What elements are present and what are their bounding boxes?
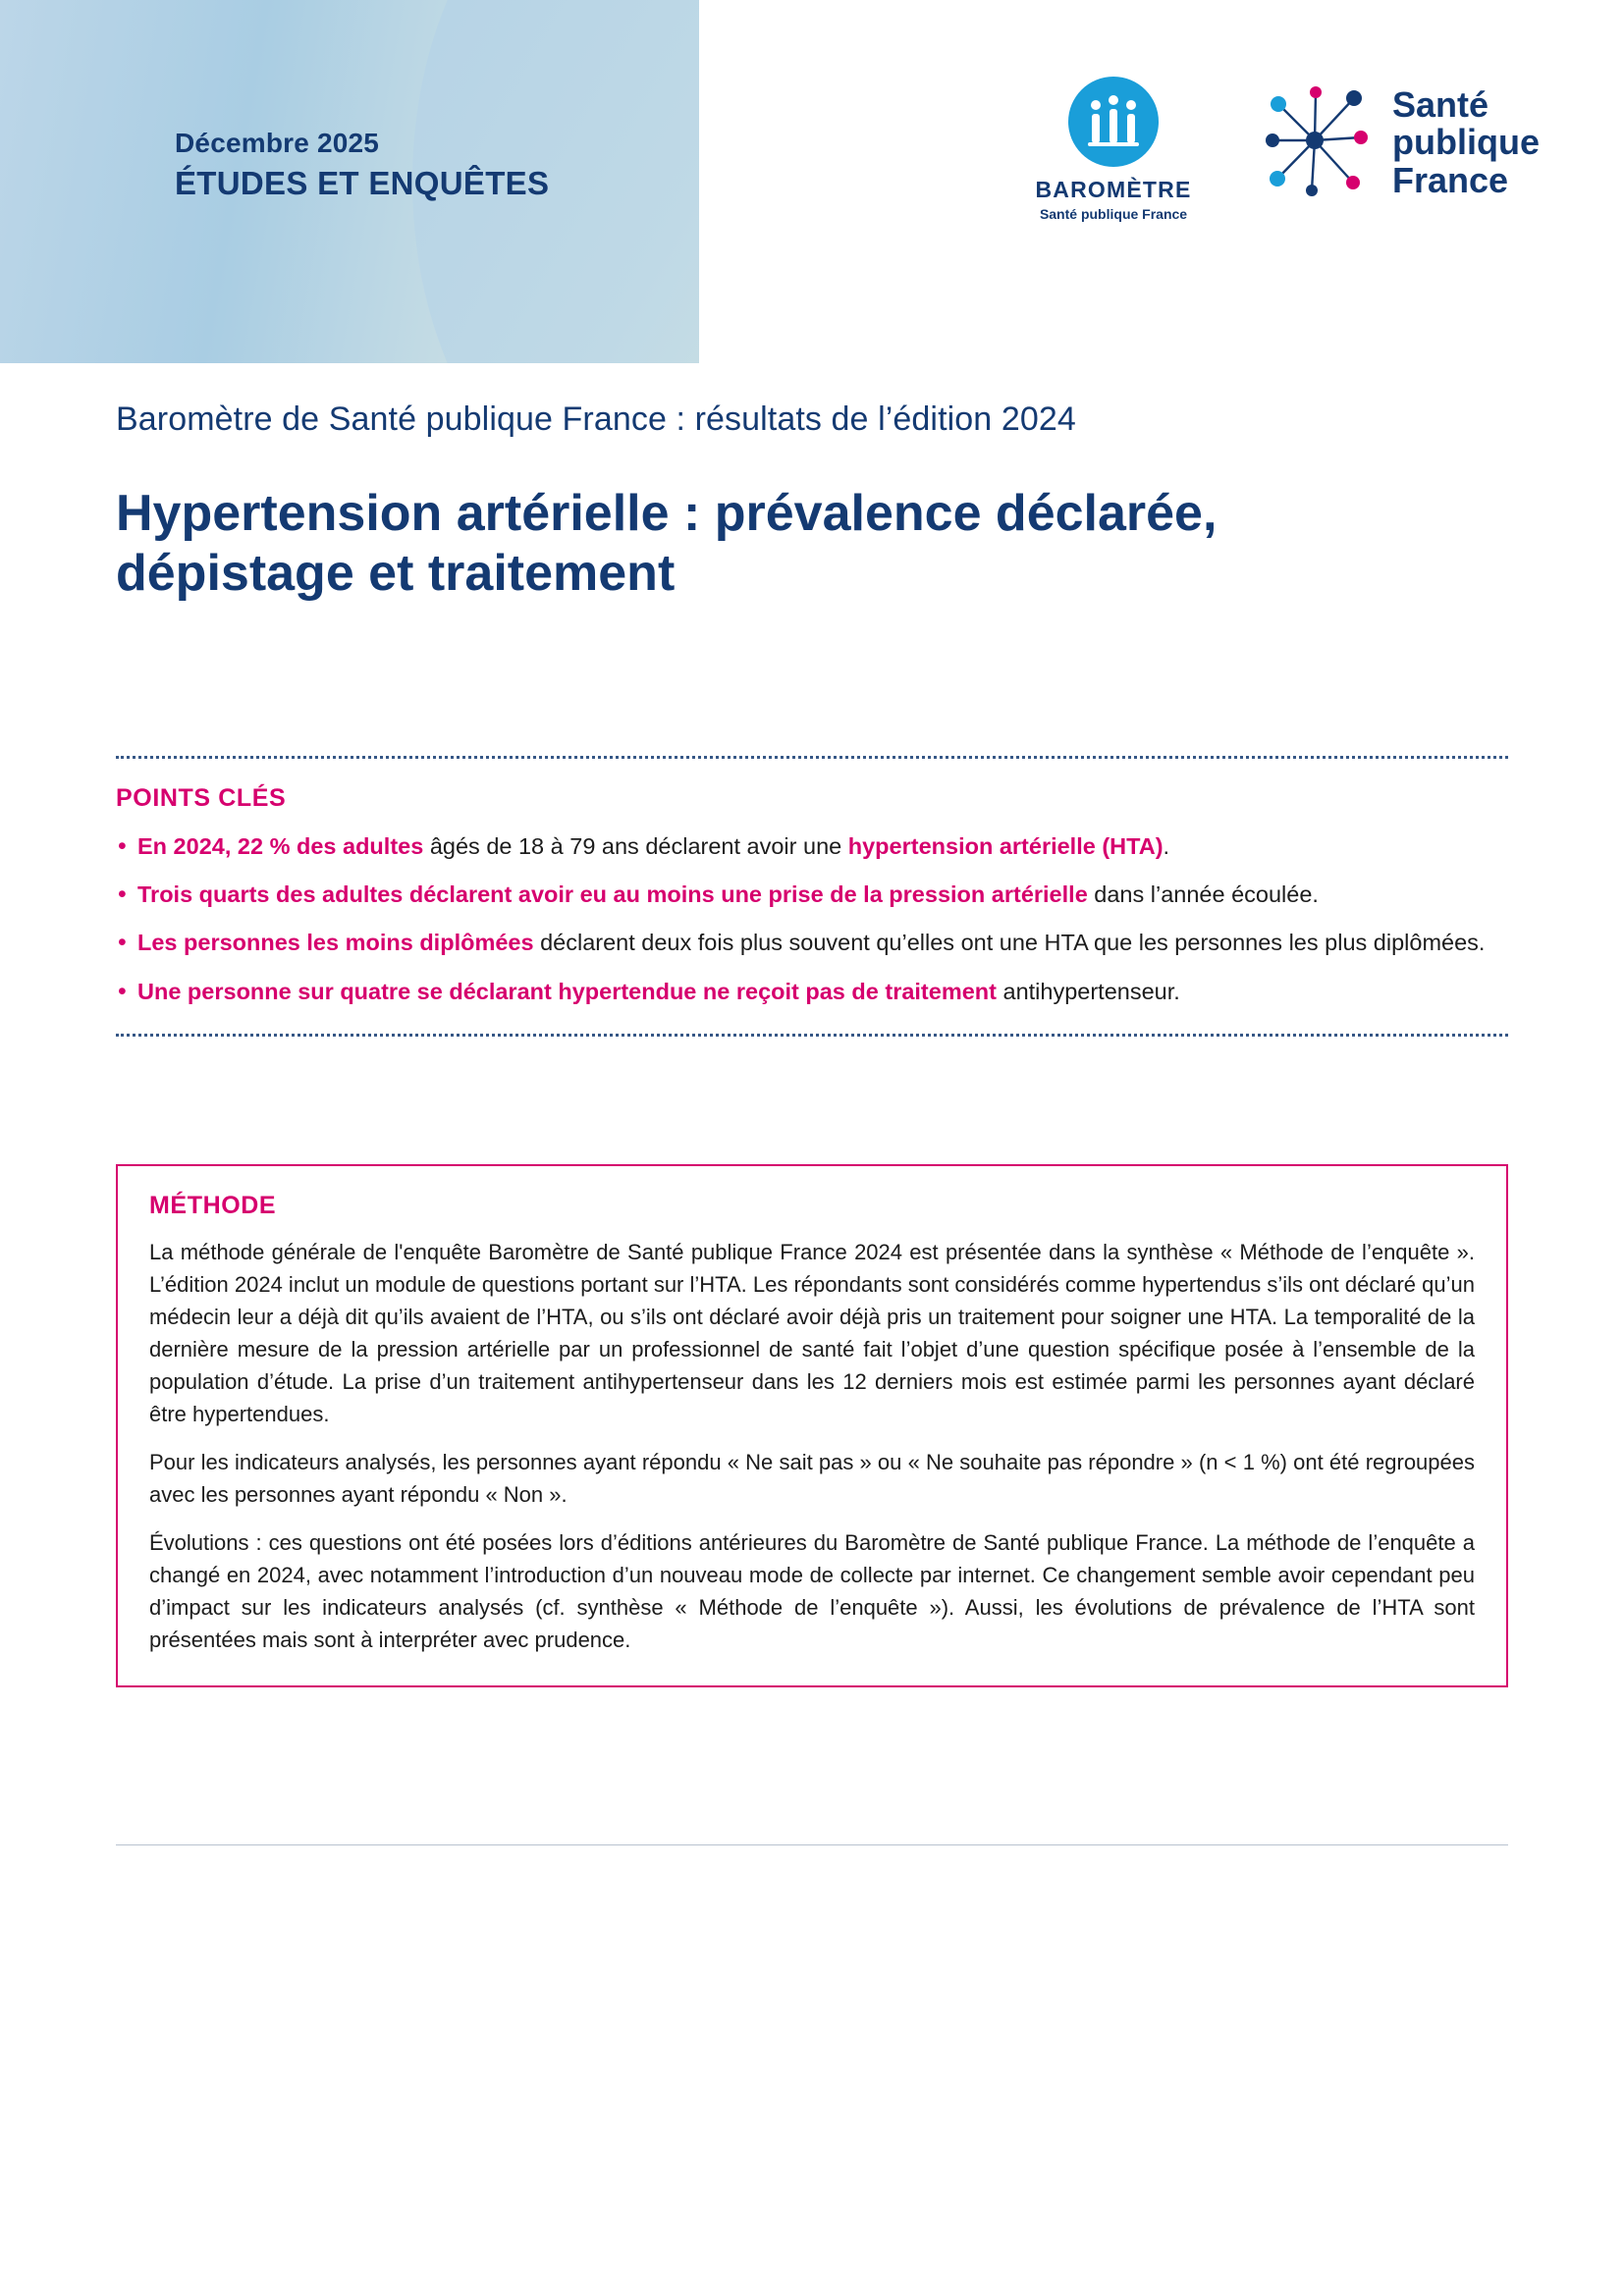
method-paragraph: Évolutions : ces questions ont été posées lors d’éditions antérieures du Baromètre de Santé publique France. La méthode de l’enquête a changé en 2024, avec notamment l’introduction d’un nouveau mode de collecte par internet. Ce changement semble avoir cependant peu d’impact sur les indicateurs analysés (cf. synthèse « Méthode de l’enquête »). Aussi, les évolutions de prévalence de l’HTA sont présentées mais sont à interpréter avec prudence. [149, 1530, 1475, 1653]
spf-line-2: publique [1392, 122, 1540, 163]
keypoint-text: dans l’année écoulée. [1087, 881, 1319, 908]
keypoint-text: âgés de 18 à 79 ans déclarent avoir une [423, 832, 848, 859]
page-title: Hypertension artérielle : prévalence déclarée, dépistage et traitement [116, 485, 1218, 603]
keypoint-text: antihypertenseur. [996, 978, 1180, 1004]
list-item [116, 879, 1508, 911]
keypoint-highlight: Une personne sur quatre se déclarant hypertendue ne reçoit pas de traitement [137, 978, 997, 1004]
page-content [0, 363, 1624, 1845]
spf-line-3: France [1392, 159, 1509, 200]
keypoints-top-rule [116, 756, 1508, 759]
barometre-logo-subtitle: Santé publique France [1039, 206, 1188, 222]
keypoint-highlight-2: hypertension artérielle (HTA) [847, 832, 1164, 859]
collection-kind: ÉTUDES ET ENQUÊTES [175, 165, 550, 201]
barometre-logo-name: BAROMÈTRE [1035, 177, 1192, 202]
collection-subtitle: Baromètre de Santé publique France : résultats de l’édition 2024 [116, 400, 1076, 438]
keypoint-highlight: En 2024, 22 % des adultes [137, 832, 424, 859]
keypoint-highlight: Les personnes les moins diplômées [137, 930, 534, 956]
method-paragraph: Pour les indicateurs analysés, les personnes ayant répondu « Ne sait pas » ou « Ne souhaite pas répondre » (n < 1 %) ont été regroupées avec les personnes ayant répondu « Non ». [149, 1450, 1475, 1508]
keypoint-text: déclarent deux fois plus souvent qu’elles ont une HTA que les personnes les plus diplômées. [533, 930, 1486, 956]
header-meta [175, 128, 549, 202]
keypoint-highlight: Trois quarts des adultes déclarent avoir eu au moins une prise de la pression artérielle [137, 881, 1088, 908]
spf-line-1: Santé [1392, 84, 1489, 126]
publication-date: Décembre 2025 [175, 128, 380, 158]
keypoints-list [116, 830, 1508, 1008]
method-box [116, 1164, 1508, 1687]
keypoint-tail: . [1163, 832, 1170, 859]
logo-group [1015, 77, 1540, 222]
list-item [116, 927, 1508, 959]
page-header [0, 0, 1624, 363]
sante-publique-france-logo [1251, 77, 1540, 209]
method-paragraph: La méthode générale de l'enquête Baromètre de Santé publique France 2024 est présentée dans la synthèse « Méthode de l’enquête ». L’édition 2024 inclut un module de questions portant sur l’HTA. Les répondants sont considérés comme hypertendus s’ils ont déclaré qu’un médecin leur a déjà dit qu’ils avaient de l’HTA, ou s’ils ont déclaré avoir déjà pris un traitement pour soigner une HTA. La temporalité de la dernière mesure de la pression artérielle par un professionnel de santé fait l’objet d’une question spécifique posée à l’ensemble de la population d’étude. La prise d’un traitement antihypertenseur dans les 12 derniers mois est estimée parmi les personnes ayant déclaré être hypertendues. [149, 1240, 1475, 1427]
list-item [116, 976, 1508, 1008]
keypoints-bottom-rule [116, 1034, 1508, 1037]
list-item [116, 830, 1508, 863]
method-heading: MÉTHODE [149, 1192, 277, 1220]
spf-wordmark [1392, 86, 1540, 198]
spf-network-icon [1251, 77, 1379, 209]
footer-divider [116, 1844, 1508, 1845]
barometre-logo [1015, 77, 1212, 222]
keypoints-heading: POINTS CLÉS [116, 783, 287, 812]
barometre-circle-icon [1068, 77, 1159, 167]
